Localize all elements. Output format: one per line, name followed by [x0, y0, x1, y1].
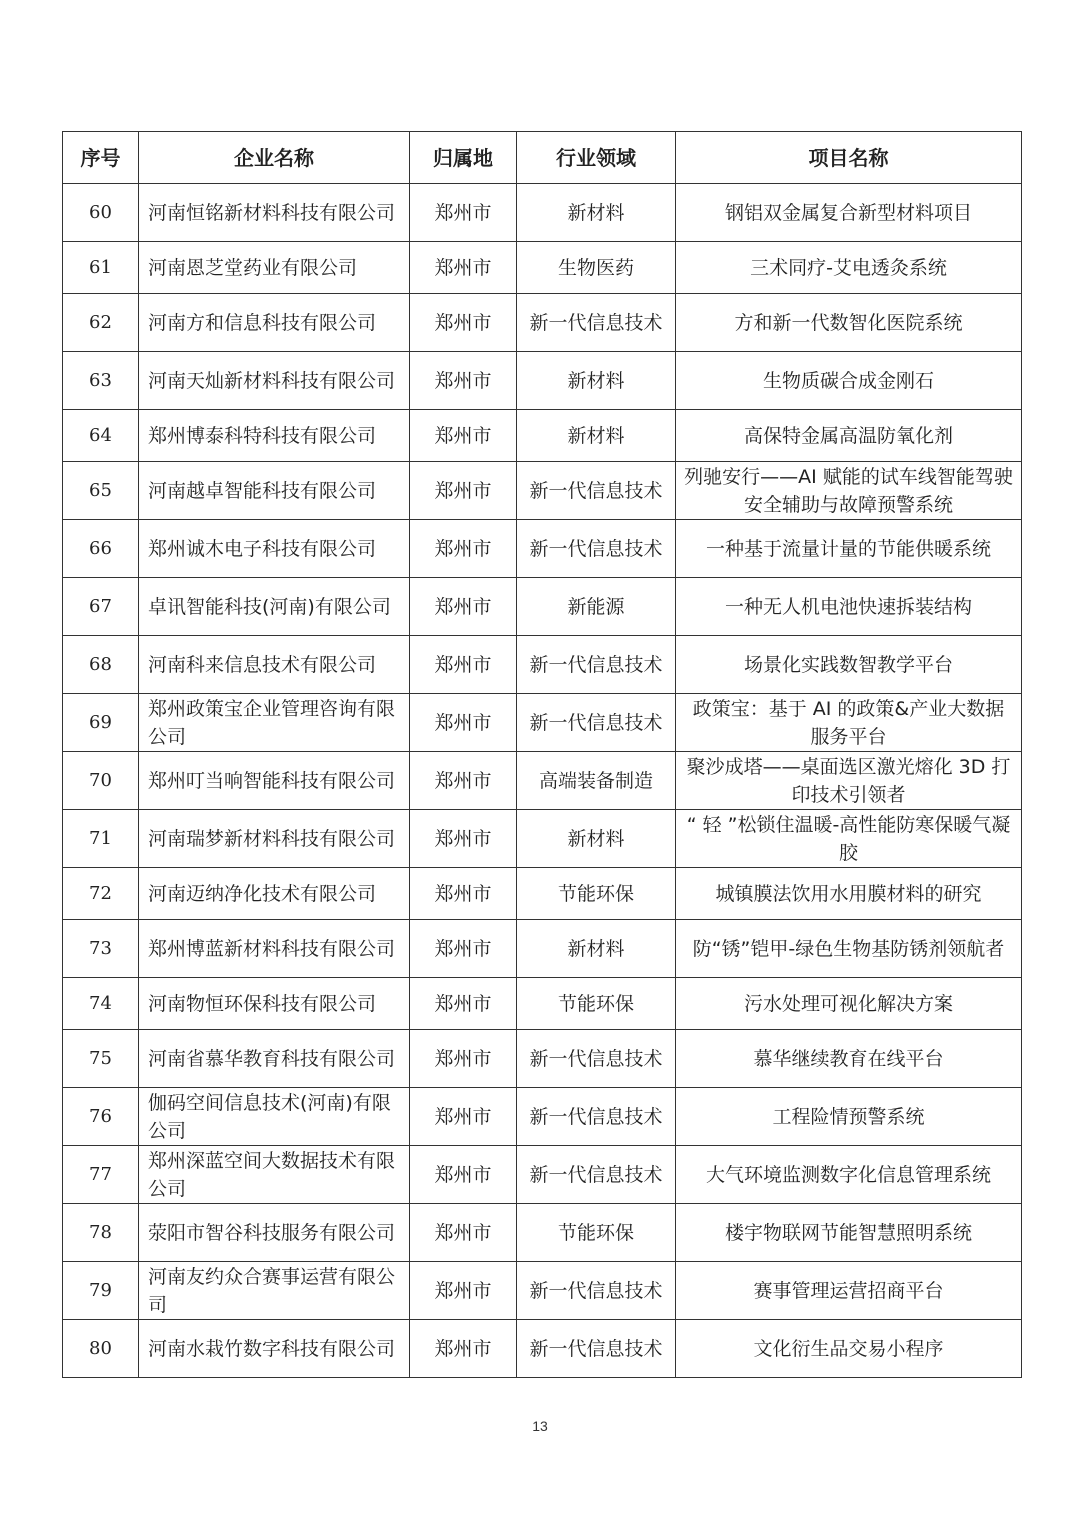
table-row: [63, 694, 1022, 752]
cell-company: 荥阳市智谷科技服务有限公司: [139, 1204, 410, 1262]
cell-industry: 节能环保: [517, 868, 676, 920]
cell-company: 河南友约众合赛事运营有限公司: [139, 1262, 410, 1320]
cell-location: 郑州市: [410, 1204, 517, 1262]
table-row: [63, 978, 1022, 1030]
cell-industry: 新一代信息技术: [517, 294, 676, 352]
cell-industry: 新一代信息技术: [517, 694, 676, 752]
cell-industry: 新一代信息技术: [517, 1088, 676, 1146]
cell-no: 71: [63, 810, 139, 868]
table-row: [63, 578, 1022, 636]
table-row: [63, 242, 1022, 294]
table-row: [63, 752, 1022, 810]
cell-location: 郑州市: [410, 1146, 517, 1204]
cell-industry: 新材料: [517, 920, 676, 978]
cell-location: 郑州市: [410, 520, 517, 578]
cell-project: 聚沙成塔——桌面选区激光熔化 3D 打印技术引领者: [676, 752, 1022, 810]
cell-project: 政策宝：基于 AI 的政策&产业大数据服务平台: [676, 694, 1022, 752]
cell-company: 郑州博蓝新材料科技有限公司: [139, 920, 410, 978]
cell-location: 郑州市: [410, 352, 517, 410]
cell-project: 一种无人机电池快速拆装结构: [676, 578, 1022, 636]
cell-project: 一种基于流量计量的节能供暖系统: [676, 520, 1022, 578]
cell-no: 72: [63, 868, 139, 920]
cell-location: 郑州市: [410, 810, 517, 868]
cell-project: 场景化实践数智教学平台: [676, 636, 1022, 694]
header-project: 项目名称: [676, 132, 1022, 184]
cell-no: 80: [63, 1320, 139, 1378]
cell-company: 河南瑞梦新材料科技有限公司: [139, 810, 410, 868]
cell-project: 城镇膜法饮用水用膜材料的研究: [676, 868, 1022, 920]
cell-no: 63: [63, 352, 139, 410]
table-row: [63, 636, 1022, 694]
cell-company: 河南恒铭新材料科技有限公司: [139, 184, 410, 242]
cell-industry: 新一代信息技术: [517, 1320, 676, 1378]
cell-project: 钢铝双金属复合新型材料项目: [676, 184, 1022, 242]
cell-location: 郑州市: [410, 752, 517, 810]
cell-location: 郑州市: [410, 294, 517, 352]
cell-industry: 新材料: [517, 184, 676, 242]
cell-no: 75: [63, 1030, 139, 1088]
cell-industry: 生物医药: [517, 242, 676, 294]
table-row: [63, 810, 1022, 868]
cell-industry: 新一代信息技术: [517, 1262, 676, 1320]
table-row: [63, 462, 1022, 520]
cell-company: 伽码空间信息技术(河南)有限公司: [139, 1088, 410, 1146]
cell-company: 郑州叮当响智能科技有限公司: [139, 752, 410, 810]
cell-no: 73: [63, 920, 139, 978]
cell-project: 大气环境监测数字化信息管理系统: [676, 1146, 1022, 1204]
cell-location: 郑州市: [410, 1320, 517, 1378]
table-row: [63, 294, 1022, 352]
cell-company: 河南物恒环保科技有限公司: [139, 978, 410, 1030]
cell-location: 郑州市: [410, 978, 517, 1030]
cell-industry: 新一代信息技术: [517, 636, 676, 694]
cell-location: 郑州市: [410, 184, 517, 242]
table-header-row: [63, 132, 1022, 184]
cell-project: 列驰安行——AI 赋能的试车线智能驾驶安全辅助与故障预警系统: [676, 462, 1022, 520]
enterprise-project-table: [62, 131, 1022, 1378]
cell-project: 方和新一代数智化医院系统: [676, 294, 1022, 352]
cell-company: 河南科来信息技术有限公司: [139, 636, 410, 694]
cell-location: 郑州市: [410, 1262, 517, 1320]
cell-project: 生物质碳合成金刚石: [676, 352, 1022, 410]
cell-project: 慕华继续教育在线平台: [676, 1030, 1022, 1088]
cell-no: 68: [63, 636, 139, 694]
cell-company: 河南水栽竹数字科技有限公司: [139, 1320, 410, 1378]
table-row: [63, 1262, 1022, 1320]
table-row: [63, 920, 1022, 978]
cell-industry: 新材料: [517, 410, 676, 462]
cell-company: 河南天灿新材料科技有限公司: [139, 352, 410, 410]
cell-no: 74: [63, 978, 139, 1030]
cell-project: 工程险情预警系统: [676, 1088, 1022, 1146]
cell-no: 70: [63, 752, 139, 810]
cell-no: 66: [63, 520, 139, 578]
cell-project: 文化衍生品交易小程序: [676, 1320, 1022, 1378]
header-industry: 行业领域: [517, 132, 676, 184]
table-row: [63, 520, 1022, 578]
cell-project: 三术同疗-艾电透灸系统: [676, 242, 1022, 294]
cell-project: “ 轻 ”松锁住温暖-高性能防寒保暖气凝胶: [676, 810, 1022, 868]
cell-industry: 新一代信息技术: [517, 462, 676, 520]
cell-industry: 新一代信息技术: [517, 1146, 676, 1204]
table-row: [63, 184, 1022, 242]
cell-industry: 新材料: [517, 810, 676, 868]
cell-industry: 新一代信息技术: [517, 1030, 676, 1088]
cell-project: 赛事管理运营招商平台: [676, 1262, 1022, 1320]
cell-project: 防“锈”铠甲-绿色生物基防锈剂领航者: [676, 920, 1022, 978]
table-row: [63, 352, 1022, 410]
cell-no: 77: [63, 1146, 139, 1204]
cell-industry: 节能环保: [517, 1204, 676, 1262]
cell-no: 67: [63, 578, 139, 636]
cell-industry: 新一代信息技术: [517, 520, 676, 578]
cell-location: 郑州市: [410, 578, 517, 636]
cell-location: 郑州市: [410, 1088, 517, 1146]
cell-location: 郑州市: [410, 636, 517, 694]
cell-no: 76: [63, 1088, 139, 1146]
cell-company: 卓讯智能科技(河南)有限公司: [139, 578, 410, 636]
table-row: [63, 1030, 1022, 1088]
cell-location: 郑州市: [410, 920, 517, 978]
cell-no: 60: [63, 184, 139, 242]
cell-no: 64: [63, 410, 139, 462]
cell-project: 污水处理可视化解决方案: [676, 978, 1022, 1030]
header-location: 归属地: [410, 132, 517, 184]
table-row: [63, 1088, 1022, 1146]
cell-industry: 节能环保: [517, 978, 676, 1030]
header-company: 企业名称: [139, 132, 410, 184]
cell-project: 高保特金属高温防氧化剂: [676, 410, 1022, 462]
cell-company: 郑州政策宝企业管理咨询有限公司: [139, 694, 410, 752]
cell-company: 郑州深蓝空间大数据技术有限公司: [139, 1146, 410, 1204]
cell-location: 郑州市: [410, 410, 517, 462]
cell-location: 郑州市: [410, 1030, 517, 1088]
cell-location: 郑州市: [410, 242, 517, 294]
cell-company: 郑州诚木电子科技有限公司: [139, 520, 410, 578]
table-row: [63, 410, 1022, 462]
table-row: [63, 1320, 1022, 1378]
cell-company: 河南方和信息科技有限公司: [139, 294, 410, 352]
cell-no: 69: [63, 694, 139, 752]
cell-company: 河南迈纳净化技术有限公司: [139, 868, 410, 920]
cell-location: 郑州市: [410, 868, 517, 920]
cell-company: 河南越卓智能科技有限公司: [139, 462, 410, 520]
cell-company: 郑州博泰科特科技有限公司: [139, 410, 410, 462]
cell-no: 65: [63, 462, 139, 520]
cell-location: 郑州市: [410, 694, 517, 752]
cell-no: 79: [63, 1262, 139, 1320]
cell-company: 河南恩芝堂药业有限公司: [139, 242, 410, 294]
cell-no: 78: [63, 1204, 139, 1262]
table-row: [63, 868, 1022, 920]
cell-no: 61: [63, 242, 139, 294]
cell-industry: 新能源: [517, 578, 676, 636]
table-row: [63, 1204, 1022, 1262]
cell-location: 郑州市: [410, 462, 517, 520]
cell-project: 楼宇物联网节能智慧照明系统: [676, 1204, 1022, 1262]
cell-industry: 高端装备制造: [517, 752, 676, 810]
cell-company: 河南省慕华教育科技有限公司: [139, 1030, 410, 1088]
header-no: 序号: [63, 132, 139, 184]
page-number: 13: [532, 1418, 548, 1434]
cell-no: 62: [63, 294, 139, 352]
cell-industry: 新材料: [517, 352, 676, 410]
table-row: [63, 1146, 1022, 1204]
